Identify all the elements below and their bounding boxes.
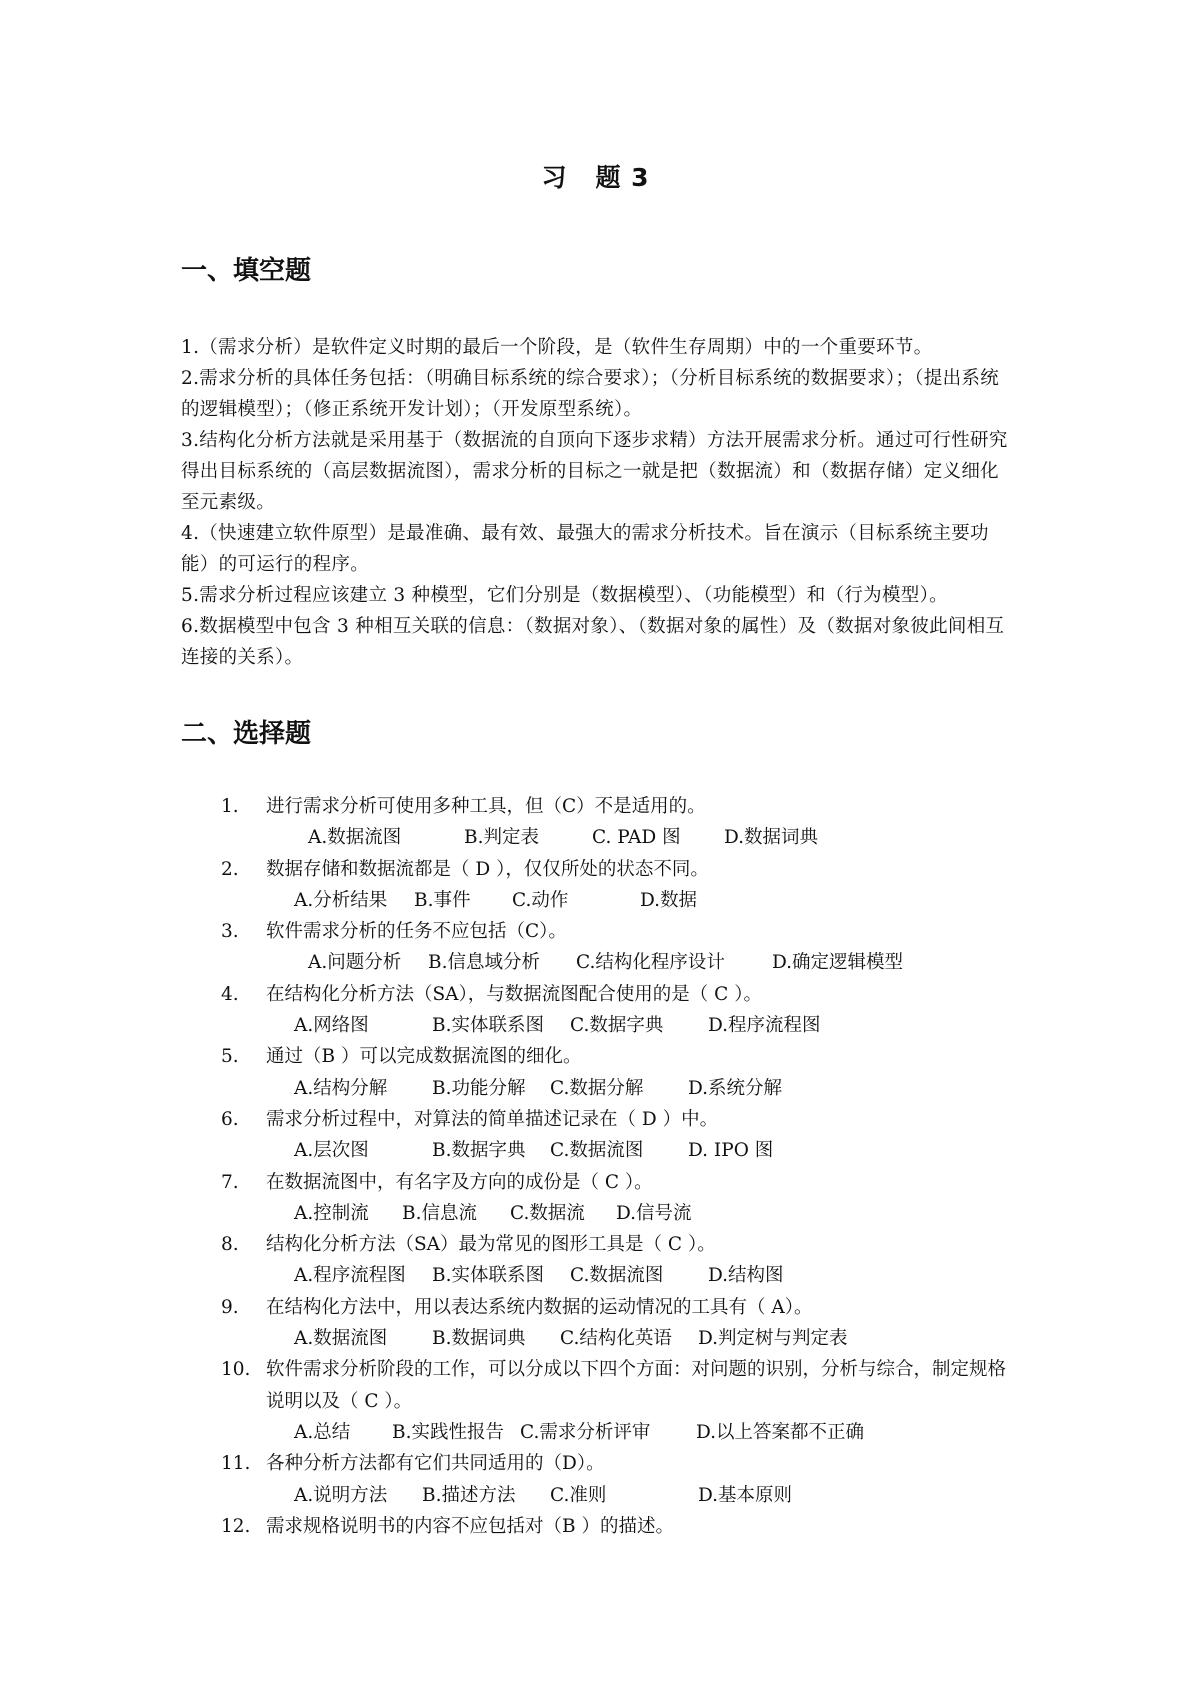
question-item: [221, 1229, 1021, 1292]
question-item: [221, 1167, 1021, 1230]
answer-option: D.数据: [640, 889, 698, 911]
answer-option: D.以上答案都不正确: [696, 1421, 865, 1443]
question-number: 12.: [221, 1515, 251, 1537]
answer-option: B.实体联系图: [432, 1015, 544, 1037]
question-text: 需求规格说明书的内容不应包括对（B ）的描述。: [266, 1515, 674, 1537]
question-item: [221, 1448, 1021, 1511]
answer-option: B.数据字典: [432, 1140, 526, 1162]
answer-option: D.数据词典: [724, 827, 819, 849]
fill-in-item: 3.结构化分析方法就是采用基于（数据流的自顶向下逐步求精）方法开展需求分析。通过可行性研究得出目标系统的（高层数据流图），需求分析的目标之一就是把（数据流）和（数据存储）定义细化至元素级。: [181, 430, 1008, 513]
fill-in-item: 1.（需求分析）是软件定义时期的最后一个阶段，是（软件生存周期）中的一个重要环节。: [181, 337, 933, 358]
answer-option: B.数据词典: [432, 1328, 526, 1350]
answer-option: C.结构化英语: [560, 1328, 672, 1350]
answer-option: C.数据流: [510, 1202, 585, 1224]
answer-options: [221, 1417, 1021, 1448]
answer-options: [221, 822, 1021, 853]
question-text: 进行需求分析可使用多种工具，但（C）不是适用的。: [266, 796, 706, 817]
question-text: 结构化分析方法（SA）最为常见的图形工具是（ C ）。: [266, 1234, 716, 1256]
answer-options: [221, 1135, 1021, 1166]
question-text: 在结构化方法中，用以表达系统内数据的运动情况的工具有（ A）。: [266, 1296, 813, 1318]
answer-option: C.数据流图: [550, 1140, 644, 1162]
fill-in-item: 2.需求分析的具体任务包括：（明确目标系统的综合要求）；（分析目标系统的数据要求）；（提出系统的逻辑模型）；（修正系统开发计划）；（开发原型系统）。: [181, 368, 1000, 420]
answer-option: B.信息流: [402, 1202, 477, 1224]
question-number: 2.: [221, 858, 239, 880]
answer-option: D.信号流: [616, 1202, 692, 1224]
answer-option: C.数据字典: [570, 1015, 664, 1037]
answer-option: A.层次图: [294, 1140, 369, 1162]
answer-option: C.结构化程序设计: [576, 952, 725, 974]
answer-options: [221, 1198, 1021, 1229]
question-text: 软件需求分析阶段的工作，可以分成以下四个方面：对问题的识别，分析与综合，制定规格说明以及（ C ）。: [266, 1359, 1007, 1412]
answer-option: A.说明方法: [294, 1484, 388, 1506]
question-text: 软件需求分析的任务不应包括（C）。: [266, 921, 567, 943]
question-number: 1.: [221, 796, 239, 817]
question-text: 在数据流图中，有名字及方向的成份是（ C ）。: [266, 1171, 653, 1193]
answer-option: C.需求分析评审: [520, 1421, 651, 1443]
answer-options: [221, 1073, 1021, 1104]
question-number: 4.: [221, 983, 239, 1005]
multiple-choice-section: [221, 791, 1021, 1542]
answer-options: [221, 1323, 1021, 1354]
answer-option: B.信息域分析: [428, 952, 540, 974]
multiple-choice-section-heading: 二、选择题: [181, 719, 312, 749]
answer-option: B.事件: [414, 889, 471, 911]
answer-option: D.基本原则: [698, 1484, 793, 1506]
answer-option: C.准则: [550, 1484, 607, 1506]
answer-options: [221, 1260, 1021, 1291]
answer-option: D.确定逻辑模型: [772, 952, 904, 974]
fill-in-section-heading: 一、填空题: [181, 256, 312, 286]
answer-options: [221, 1480, 1021, 1511]
question-item: [221, 1041, 1021, 1104]
answer-option: A.问题分析: [308, 952, 402, 974]
question-item: [221, 979, 1021, 1042]
fill-in-item: 6.数据模型中包含 3 种相互关联的信息：（数据对象）、（数据对象的属性）及（数据对象彼此间相互连接的关系）。: [181, 616, 1005, 668]
question-item: [221, 1292, 1021, 1355]
question-number: 11.: [221, 1453, 251, 1475]
answer-option: D.结构图: [708, 1265, 784, 1287]
question-number: 6.: [221, 1108, 239, 1130]
answer-option: A.总结: [294, 1421, 351, 1443]
answer-option: B.描述方法: [422, 1484, 516, 1506]
answer-option: A.程序流程图: [294, 1265, 406, 1287]
answer-options: [221, 885, 1021, 916]
question-item: [221, 791, 1021, 854]
question-number: 8.: [221, 1234, 239, 1256]
answer-option: B.实体联系图: [432, 1265, 544, 1287]
answer-option: C.动作: [512, 889, 569, 911]
answer-option: C. PAD 图: [592, 827, 681, 849]
question-item: [221, 1104, 1021, 1167]
answer-options: [221, 947, 1021, 978]
answer-option: B.功能分解: [432, 1077, 526, 1099]
question-text: 各种分析方法都有它们共同适用的（D）。: [266, 1453, 605, 1475]
answer-option: A.数据流图: [294, 1328, 388, 1350]
answer-option: B.判定表: [464, 827, 539, 849]
question-text: 数据存储和数据流都是（ D ），仅仅所处的状态不同。: [266, 858, 709, 880]
question-item: [221, 1354, 1021, 1448]
page-title: [0, 158, 1191, 194]
answer-option: C.数据流图: [570, 1265, 664, 1287]
question-item: [221, 1511, 1021, 1542]
title-char-left: 习: [541, 163, 568, 192]
question-number: 9.: [221, 1296, 239, 1318]
question-item: [221, 916, 1021, 979]
answer-option: C.数据分解: [550, 1077, 644, 1099]
question-number: 10.: [221, 1359, 251, 1381]
answer-option: B.实践性报告: [392, 1421, 504, 1443]
answer-option: A.控制流: [294, 1202, 369, 1224]
fill-in-item: 4.（快速建立软件原型）是最准确、最有效、最强大的需求分析技术。旨在演示（目标系统主要功能）的可运行的程序。: [181, 523, 989, 575]
answer-option: D.判定树与判定表: [698, 1328, 848, 1350]
question-text: 需求分析过程中，对算法的简单描述记录在（ D ）中。: [266, 1108, 719, 1130]
question-item: [221, 854, 1021, 917]
question-text: 通过（B ）可以完成数据流图的细化。: [266, 1046, 582, 1068]
title-char-right: 题 3: [595, 163, 650, 192]
question-number: 5.: [221, 1046, 239, 1068]
question-number: 3.: [221, 921, 239, 943]
answer-option: A.数据流图: [308, 827, 402, 849]
answer-option: D.程序流程图: [708, 1015, 821, 1037]
answer-option: A.结构分解: [294, 1077, 388, 1099]
question-number: 7.: [221, 1171, 239, 1193]
fill-in-section: [181, 332, 1011, 673]
answer-option: D. IPO 图: [688, 1140, 774, 1162]
question-text: 在结构化分析方法（SA），与数据流图配合使用的是（ C ）。: [266, 983, 762, 1005]
answer-option: A.网络图: [294, 1015, 369, 1037]
answer-option: A.分析结果: [294, 889, 388, 911]
fill-in-item: 5.需求分析过程应该建立 3 种模型，它们分别是（数据模型）、（功能模型）和（行为模型）。: [181, 585, 948, 606]
answer-options: [221, 1010, 1021, 1041]
answer-option: D.系统分解: [688, 1077, 783, 1099]
